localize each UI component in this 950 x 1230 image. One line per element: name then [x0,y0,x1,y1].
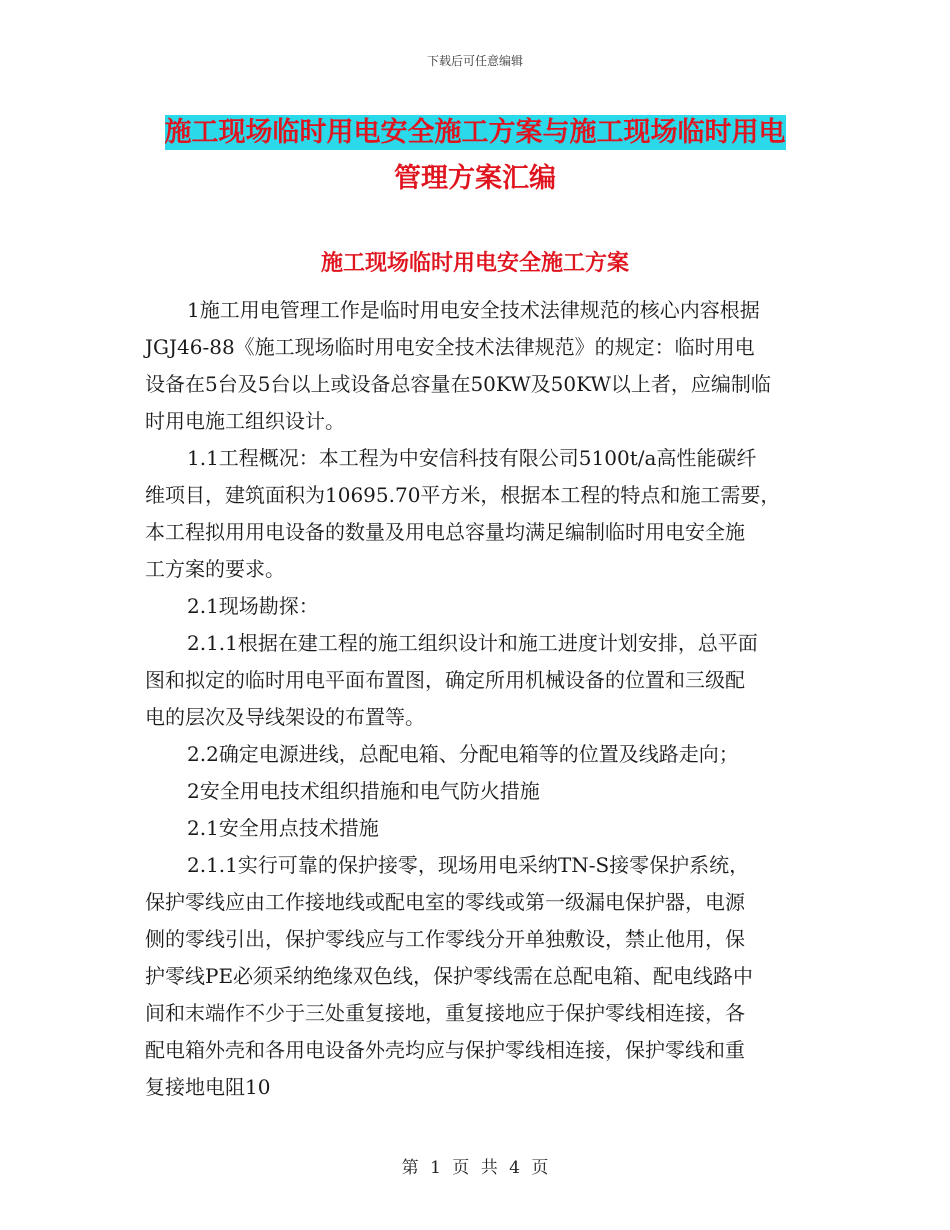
paragraph-line: 2.1.1根据在建工程的施工组织设计和施工进度计划安排，总平面 [187,631,758,655]
paragraph-line: 2.1现场勘探： [187,594,319,618]
title-line-2: 管理方案汇编 [394,163,556,194]
paragraph-line: 电的层次及导线架设的布置等。 [145,705,425,729]
paragraph-line: 2安全用电技术组织措施和电气防火措施 [187,779,540,803]
page-header: 下载后可任意编辑 [426,54,523,68]
paragraph-line: 1.1工程概况：本工程为中安信科技有限公司5100t/a高性能碳纤 [187,446,757,470]
body-text [145,292,810,1106]
paragraph-line: 2.1.1实行可靠的保护接零，现场用电采纳TN-S接零保护系统， [187,853,750,877]
paragraph-line: 本工程拟用用电设备的数量及用电总容量均满足编制临时用电安全施 [145,520,745,544]
paragraph-line: 图和拟定的临时用电平面布置图，确定所用机械设备的位置和三级配 [145,668,745,692]
paragraph-line: 2.1安全用点技术措施 [187,816,379,840]
paragraph-line: 护零线PE必须采纳绝缘双色线，保护零线需在总配电箱、配电线路中 [145,964,754,988]
paragraph-line: 工方案的要求。 [145,557,285,581]
paragraph-line: 1施工用电管理工作是临时用电安全技术法律规范的核心内容根据 [187,298,760,322]
paragraph-line: 配电箱外壳和各用电设备外壳均应与保护零线相连接，保护零线和重 [145,1038,745,1062]
paragraph-line: 设备在5台及5台以上或设备总容量在50KW及50KW以上者，应编制临 [145,372,771,396]
title-line-1: 施工现场临时用电安全施工方案与施工现场临时用电 [164,117,786,148]
section-title: 施工现场临时用电安全施工方案 [320,251,629,276]
paragraph-line: 时用电施工组织设计。 [145,409,345,433]
document-title [0,110,950,202]
paragraph-line: 保护零线应由工作接地线或配电室的零线或第一级漏电保护器，电源 [145,890,745,914]
paragraph-line: JGJ46-88《施工现场临时用电安全技术法律规范》的规定：临时用电 [145,335,755,359]
page-footer: 第 1 页 共 4 页 [401,1158,549,1178]
paragraph-line: 维项目，建筑面积为10695.70平方米，根据本工程的特点和施工需要， [145,483,781,507]
paragraph-line: 2.2确定电源进线，总配电箱、分配电箱等的位置及线路走向； [187,742,739,766]
paragraph-line: 侧的零线引出，保护零线应与工作零线分开单独敷设，禁止他用，保 [145,927,745,951]
paragraph-line: 复接地电阻10 [145,1075,271,1099]
paragraph-line: 间和末端作不少于三处重复接地，重复接地应于保护零线相连接，各 [145,1001,745,1025]
